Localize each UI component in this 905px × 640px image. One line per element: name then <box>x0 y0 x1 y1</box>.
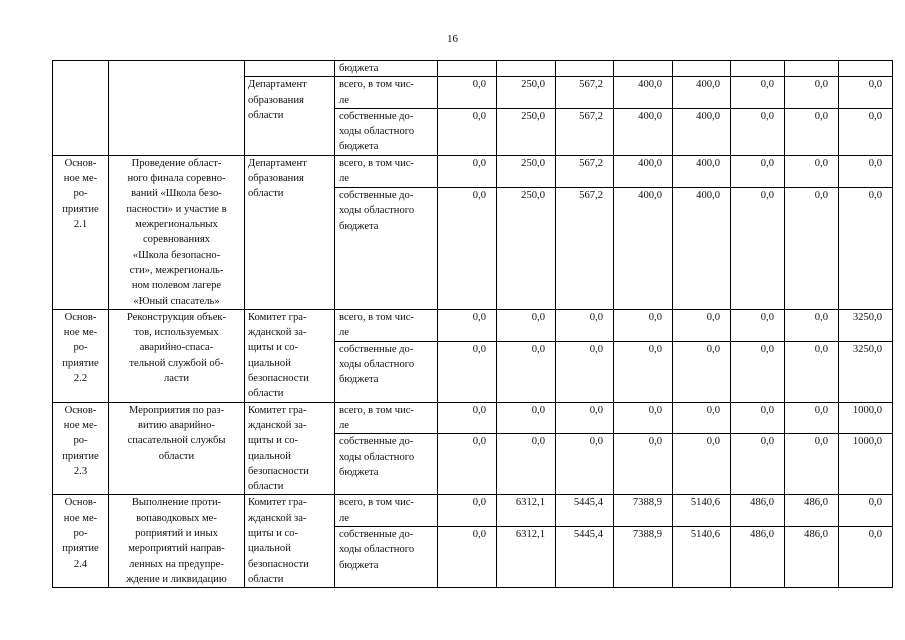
value-cell: 1000,0 <box>839 434 893 495</box>
value-cell: 400,0 <box>614 77 673 109</box>
value-cell: 0,0 <box>438 309 497 341</box>
value-cell: 5140,6 <box>673 495 731 527</box>
value-cell: 0,0 <box>673 402 731 434</box>
value-cell: 0,0 <box>438 341 497 402</box>
page-number: 16 <box>447 33 458 45</box>
measure-code-cell <box>53 61 109 156</box>
value-cell: 567,2 <box>556 108 614 155</box>
measure-code-cell: Основ- ное ме- ро- приятие 2.1 <box>53 155 109 309</box>
value-cell: 0,0 <box>438 527 497 588</box>
value-cell: 400,0 <box>614 108 673 155</box>
value-cell: 0,0 <box>438 402 497 434</box>
value-cell: 250,0 <box>497 77 556 109</box>
measure-code-cell: Основ- ное ме- ро- приятие 2.4 <box>53 495 109 588</box>
value-cell: 3250,0 <box>839 341 893 402</box>
value-cell: 0,0 <box>731 309 785 341</box>
executor-cell: Комитет гра- жданской за- щиты и со- циальной безопасности области <box>245 402 335 495</box>
value-cell: 0,0 <box>673 341 731 402</box>
value-cell: 0,0 <box>731 155 785 187</box>
budget-table <box>52 60 893 588</box>
table-body <box>53 61 893 588</box>
value-cell: 1000,0 <box>839 402 893 434</box>
value-cell: 0,0 <box>438 434 497 495</box>
table-row <box>53 155 893 187</box>
value-cell: 6312,1 <box>497 495 556 527</box>
value-cell: 250,0 <box>497 155 556 187</box>
value-cell: 0,0 <box>614 341 673 402</box>
value-cell: 0,0 <box>614 402 673 434</box>
value-cell: 0,0 <box>731 434 785 495</box>
value-cell: 250,0 <box>497 108 556 155</box>
funding-source-cell: собственные до- ходы областного бюджета <box>335 341 438 402</box>
value-cell: 0,0 <box>497 434 556 495</box>
executor-cell: Департамент образования области <box>245 77 335 156</box>
measure-name-cell: Реконструкция объек- тов, используемых аварийно-спаса- тельной службой об- ласти <box>109 309 245 402</box>
value-cell: 0,0 <box>556 309 614 341</box>
executor-cell: Департамент образования области <box>245 155 335 309</box>
value-cell: 0,0 <box>497 341 556 402</box>
table-row <box>53 402 893 434</box>
funding-source-cell: собственные до- ходы областного бюджета <box>335 434 438 495</box>
funding-source-cell: собственные до- ходы областного бюджета <box>335 527 438 588</box>
value-cell: 0,0 <box>438 495 497 527</box>
funding-source-cell: собственные до- ходы областного бюджета <box>335 108 438 155</box>
value-cell: 486,0 <box>785 495 839 527</box>
value-cell: 0,0 <box>785 155 839 187</box>
value-cell: 0,0 <box>614 434 673 495</box>
executor-cell: Комитет гра- жданской за- щиты и со- циальной безопасности области <box>245 309 335 402</box>
value-cell: 567,2 <box>556 77 614 109</box>
value-cell: 0,0 <box>556 434 614 495</box>
value-cell: 486,0 <box>785 527 839 588</box>
value-cell: 0,0 <box>673 434 731 495</box>
value-cell: 567,2 <box>556 155 614 187</box>
value-cell: 5445,4 <box>556 495 614 527</box>
value-cell: 0,0 <box>438 155 497 187</box>
value-cell: 0,0 <box>497 402 556 434</box>
measure-name-cell <box>109 61 245 156</box>
value-cell: 0,0 <box>785 108 839 155</box>
value-cell: 0,0 <box>731 341 785 402</box>
value-cell: 0,0 <box>673 309 731 341</box>
value-cell: 0,0 <box>614 309 673 341</box>
value-cell: 5140,6 <box>673 527 731 588</box>
value-cell: 0,0 <box>839 495 893 527</box>
value-cell: 0,0 <box>556 402 614 434</box>
value-cell: 0,0 <box>497 309 556 341</box>
value-cell: 0,0 <box>785 341 839 402</box>
table-row <box>53 495 893 527</box>
value-cell: 567,2 <box>556 187 614 309</box>
value-cell: 0,0 <box>839 155 893 187</box>
measure-name-cell: Мероприятия по раз- витию аварийно- спасательной службы области <box>109 402 245 495</box>
value-cell: 0,0 <box>785 309 839 341</box>
funding-source-cell: всего, в том чис- ле <box>335 309 438 341</box>
value-cell: 0,0 <box>785 77 839 109</box>
value-cell: 0,0 <box>556 341 614 402</box>
funding-source-cell: всего, в том чис- ле <box>335 77 438 109</box>
funding-source-cell: всего, в том чис- ле <box>335 155 438 187</box>
table-row <box>53 61 893 77</box>
value-cell: 0,0 <box>438 187 497 309</box>
value-cell: 0,0 <box>839 108 893 155</box>
value-cell: 0,0 <box>785 402 839 434</box>
value-cell: 0,0 <box>438 77 497 109</box>
value-cell: 0,0 <box>839 187 893 309</box>
value-cell: 250,0 <box>497 187 556 309</box>
funding-source-cell: всего, в том чис- ле <box>335 402 438 434</box>
value-cell: 5445,4 <box>556 527 614 588</box>
value-cell: 400,0 <box>614 187 673 309</box>
value-cell: 486,0 <box>731 527 785 588</box>
measure-name-cell: Выполнение проти- вопаводковых ме- роприятий и иных мероприятий направ- ленных на предупре- ждение и ликвидацию <box>109 495 245 588</box>
value-cell: 6312,1 <box>497 527 556 588</box>
value-cell: 0,0 <box>785 187 839 309</box>
table-row <box>53 309 893 341</box>
funding-source-cell: собственные до- ходы областного бюджета <box>335 187 438 309</box>
value-cell: 0,0 <box>731 108 785 155</box>
value-cell: 3250,0 <box>839 309 893 341</box>
value-cell: 0,0 <box>438 108 497 155</box>
value-cell: 7388,9 <box>614 495 673 527</box>
value-cell: 400,0 <box>673 155 731 187</box>
value-cell: 400,0 <box>614 155 673 187</box>
value-cell: 7388,9 <box>614 527 673 588</box>
value-cell: 0,0 <box>785 434 839 495</box>
value-cell: 486,0 <box>731 495 785 527</box>
measure-code-cell: Основ- ное ме- ро- приятие 2.3 <box>53 402 109 495</box>
measure-name-cell: Проведение област- ного финала соревно- ваний «Школа безо- пасности» и участие в межрегиональных соревнованиях «Школа безопасно- сти», межрегиональ- ном полевом лагере «Юный спасатель» <box>109 155 245 309</box>
value-cell: 0,0 <box>731 77 785 109</box>
value-cell: 0,0 <box>839 77 893 109</box>
value-cell: 400,0 <box>673 187 731 309</box>
executor-cell <box>245 61 335 77</box>
value-cell: 400,0 <box>673 77 731 109</box>
value-cell: 400,0 <box>673 108 731 155</box>
value-cell: 0,0 <box>839 527 893 588</box>
value-cell: 0,0 <box>731 402 785 434</box>
funding-source-cell: всего, в том чис- ле <box>335 495 438 527</box>
value-cell: 0,0 <box>731 187 785 309</box>
funding-source-cell: бюджета <box>335 61 438 77</box>
executor-cell: Комитет гра- жданской за- щиты и со- циальной безопасности области <box>245 495 335 588</box>
measure-code-cell: Основ- ное ме- ро- приятие 2.2 <box>53 309 109 402</box>
